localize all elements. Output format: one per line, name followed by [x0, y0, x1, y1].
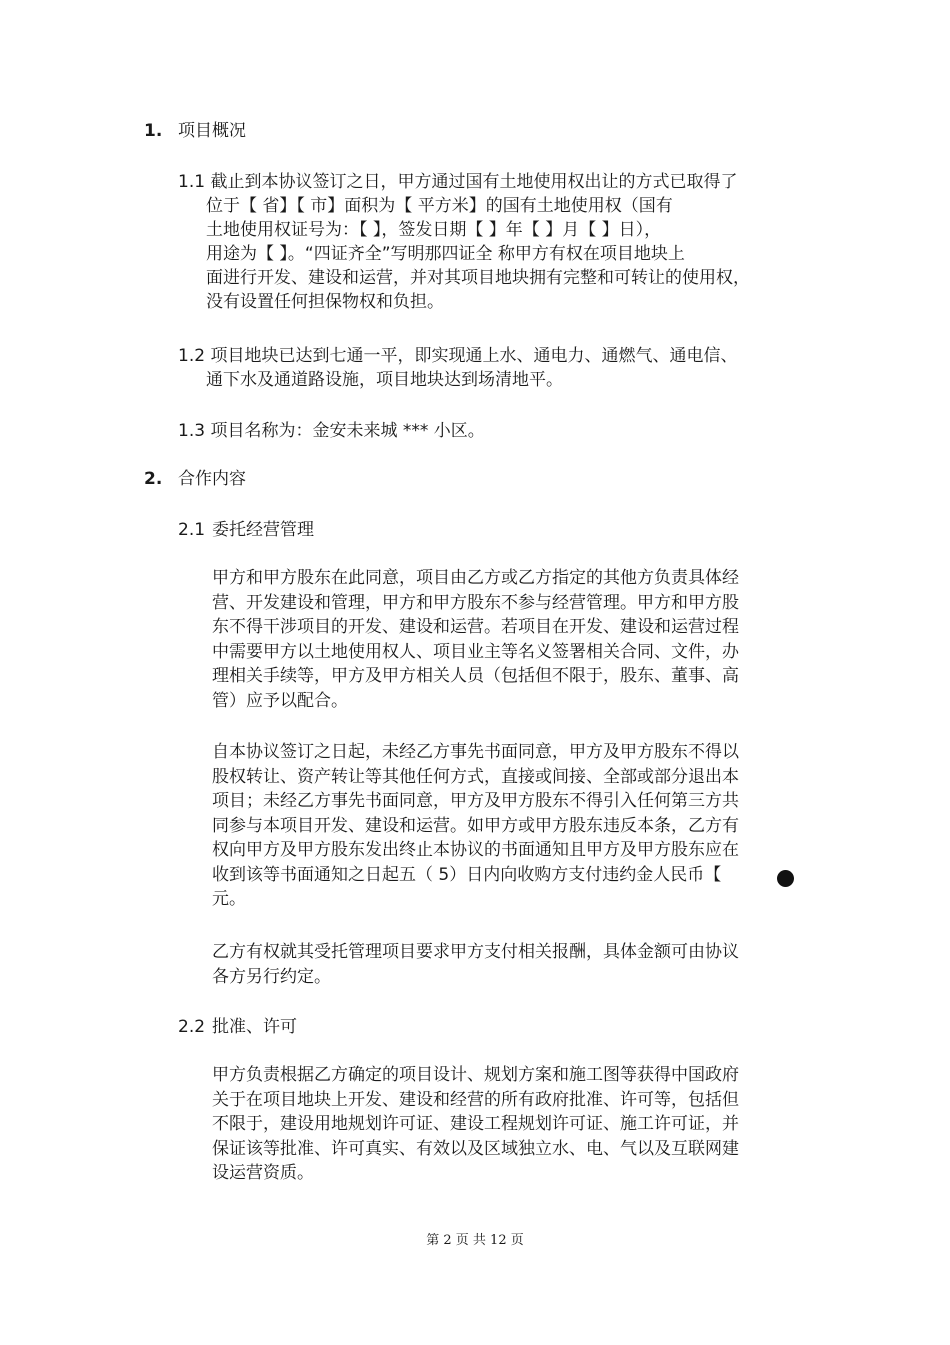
- section-2-number: 2.: [144, 469, 163, 489]
- paragraph-line: 项目；未经乙方事先书面同意，甲方及甲方股东不得引入任何第三方共: [212, 791, 739, 811]
- clause-2-1-number: 2.1: [178, 520, 206, 540]
- clause-2-1-paragraph-3: [212, 940, 772, 989]
- paragraph-line: 不限于，建设用地规划许可证、建设工程规划许可证、施工许可证，并: [212, 1114, 739, 1134]
- section-2-title: 合作内容: [178, 469, 246, 489]
- clause-1-1-line: 没有设置任何担保物权和负担。: [206, 292, 444, 312]
- section-1-number: 1.: [144, 121, 163, 141]
- clause-2-2-title: 批准、许可: [212, 1017, 297, 1037]
- clause-1-2-line: 1.2 项目地块已达到七通一平，即实现通上水、通电力、通燃气、通电信、: [178, 346, 738, 366]
- page-number-footer: 第 2 页 共 12 页: [426, 1233, 524, 1248]
- paragraph-line: 中需要甲方以土地使用权人、项目业主等名义签署相关合同、文件，办: [212, 641, 739, 662]
- paragraph-line: 权向甲方及甲方股东发出终止本协议的书面通知且甲方及甲方股东应在: [212, 840, 739, 860]
- paragraph-line: 设运营资质。: [212, 1163, 314, 1183]
- clause-1-3-line: 1.3 项目名称为：金安未来城 *** 小区。: [178, 421, 485, 441]
- paragraph-line: 保证该等批准、许可真实、有效以及区域独立水、电、气以及互联网建: [212, 1138, 739, 1159]
- paragraph-line: 甲方和甲方股东在此同意，项目由乙方或乙方指定的其他方负责具体经: [212, 568, 739, 588]
- clause-1-2: [178, 344, 798, 392]
- clause-1-1-line: 土地使用权证号为：【 】，签发日期【 】年【 】月【 】日），: [206, 220, 662, 240]
- section-1-title: 项目概况: [178, 121, 246, 141]
- paragraph-line: 甲方负责根据乙方确定的项目设计、规划方案和施工图等获得中国政府: [212, 1065, 739, 1085]
- clause-1-1-line: 1.1 截止到本协议签订之日，甲方通过国有土地使用权出让的方式已取得了: [178, 172, 738, 192]
- clause-2-2-number: 2.2: [178, 1017, 206, 1037]
- clause-1-1-line: 位于【 省】【 市】面积为【 平方米】的国有土地使用权（国有: [206, 196, 673, 216]
- clause-2-1-paragraph-2: [212, 740, 772, 912]
- paragraph-line: 东不得干涉项目的开发、建设和运营。若项目在开发、建设和运营过程: [212, 617, 739, 637]
- clause-1-1: [178, 170, 798, 314]
- clause-1-2-line: 通下水及通道路设施，项目地块达到场清地平。: [206, 370, 563, 390]
- clause-1-1-line: 用途为【 】。“四证齐全”写明那四证全 称甲方有权在项目地块上: [206, 244, 685, 264]
- paragraph-line: 同参与本项目开发、建设和运营。如甲方或甲方股东违反本条，乙方有: [212, 815, 739, 836]
- paragraph-line: 乙方有权就其受托管理项目要求甲方支付相关报酬，具体金额可由协议: [212, 942, 739, 962]
- paragraph-line: 收到该等书面通知之日起五（ 5）日内向收购方支付违约金人民币【: [212, 864, 722, 885]
- paragraph-line: 管）应予以配合。: [212, 690, 348, 711]
- clause-2-1-heading: [178, 518, 314, 542]
- clause-1-1-line: 面进行开发、建设和运营，并对其项目地块拥有完整和可转让的使用权，: [206, 268, 750, 288]
- section-1-heading: [144, 119, 246, 143]
- paragraph-line: 股权转让、资产转让等其他任何方式，直接或间接、全部或部分退出本: [212, 766, 739, 787]
- section-2-heading: [144, 467, 246, 491]
- paragraph-line: 理相关手续等，甲方及甲方相关人员（包括但不限于，股东、董事、高: [212, 666, 739, 686]
- clause-2-2-paragraph-1: [212, 1063, 772, 1186]
- clause-2-2-heading: [178, 1015, 297, 1039]
- paragraph-line: 各方另行约定。: [212, 966, 331, 987]
- clause-2-1-title: 委托经营管理: [212, 520, 314, 540]
- ink-blot-mark: [777, 870, 794, 887]
- clause-2-1-paragraph-1: [212, 566, 772, 713]
- paragraph-line: 关于在项目地块上开发、建设和经营的所有政府批准、许可等，包括但: [212, 1089, 739, 1110]
- paragraph-line: 元。: [212, 889, 246, 909]
- paragraph-line: 营、开发建设和管理，甲方和甲方股东不参与经营管理。甲方和甲方股: [212, 592, 739, 613]
- paragraph-line: 自本协议签订之日起，未经乙方事先书面同意，甲方及甲方股东不得以: [212, 742, 739, 762]
- clause-1-3: [178, 419, 798, 443]
